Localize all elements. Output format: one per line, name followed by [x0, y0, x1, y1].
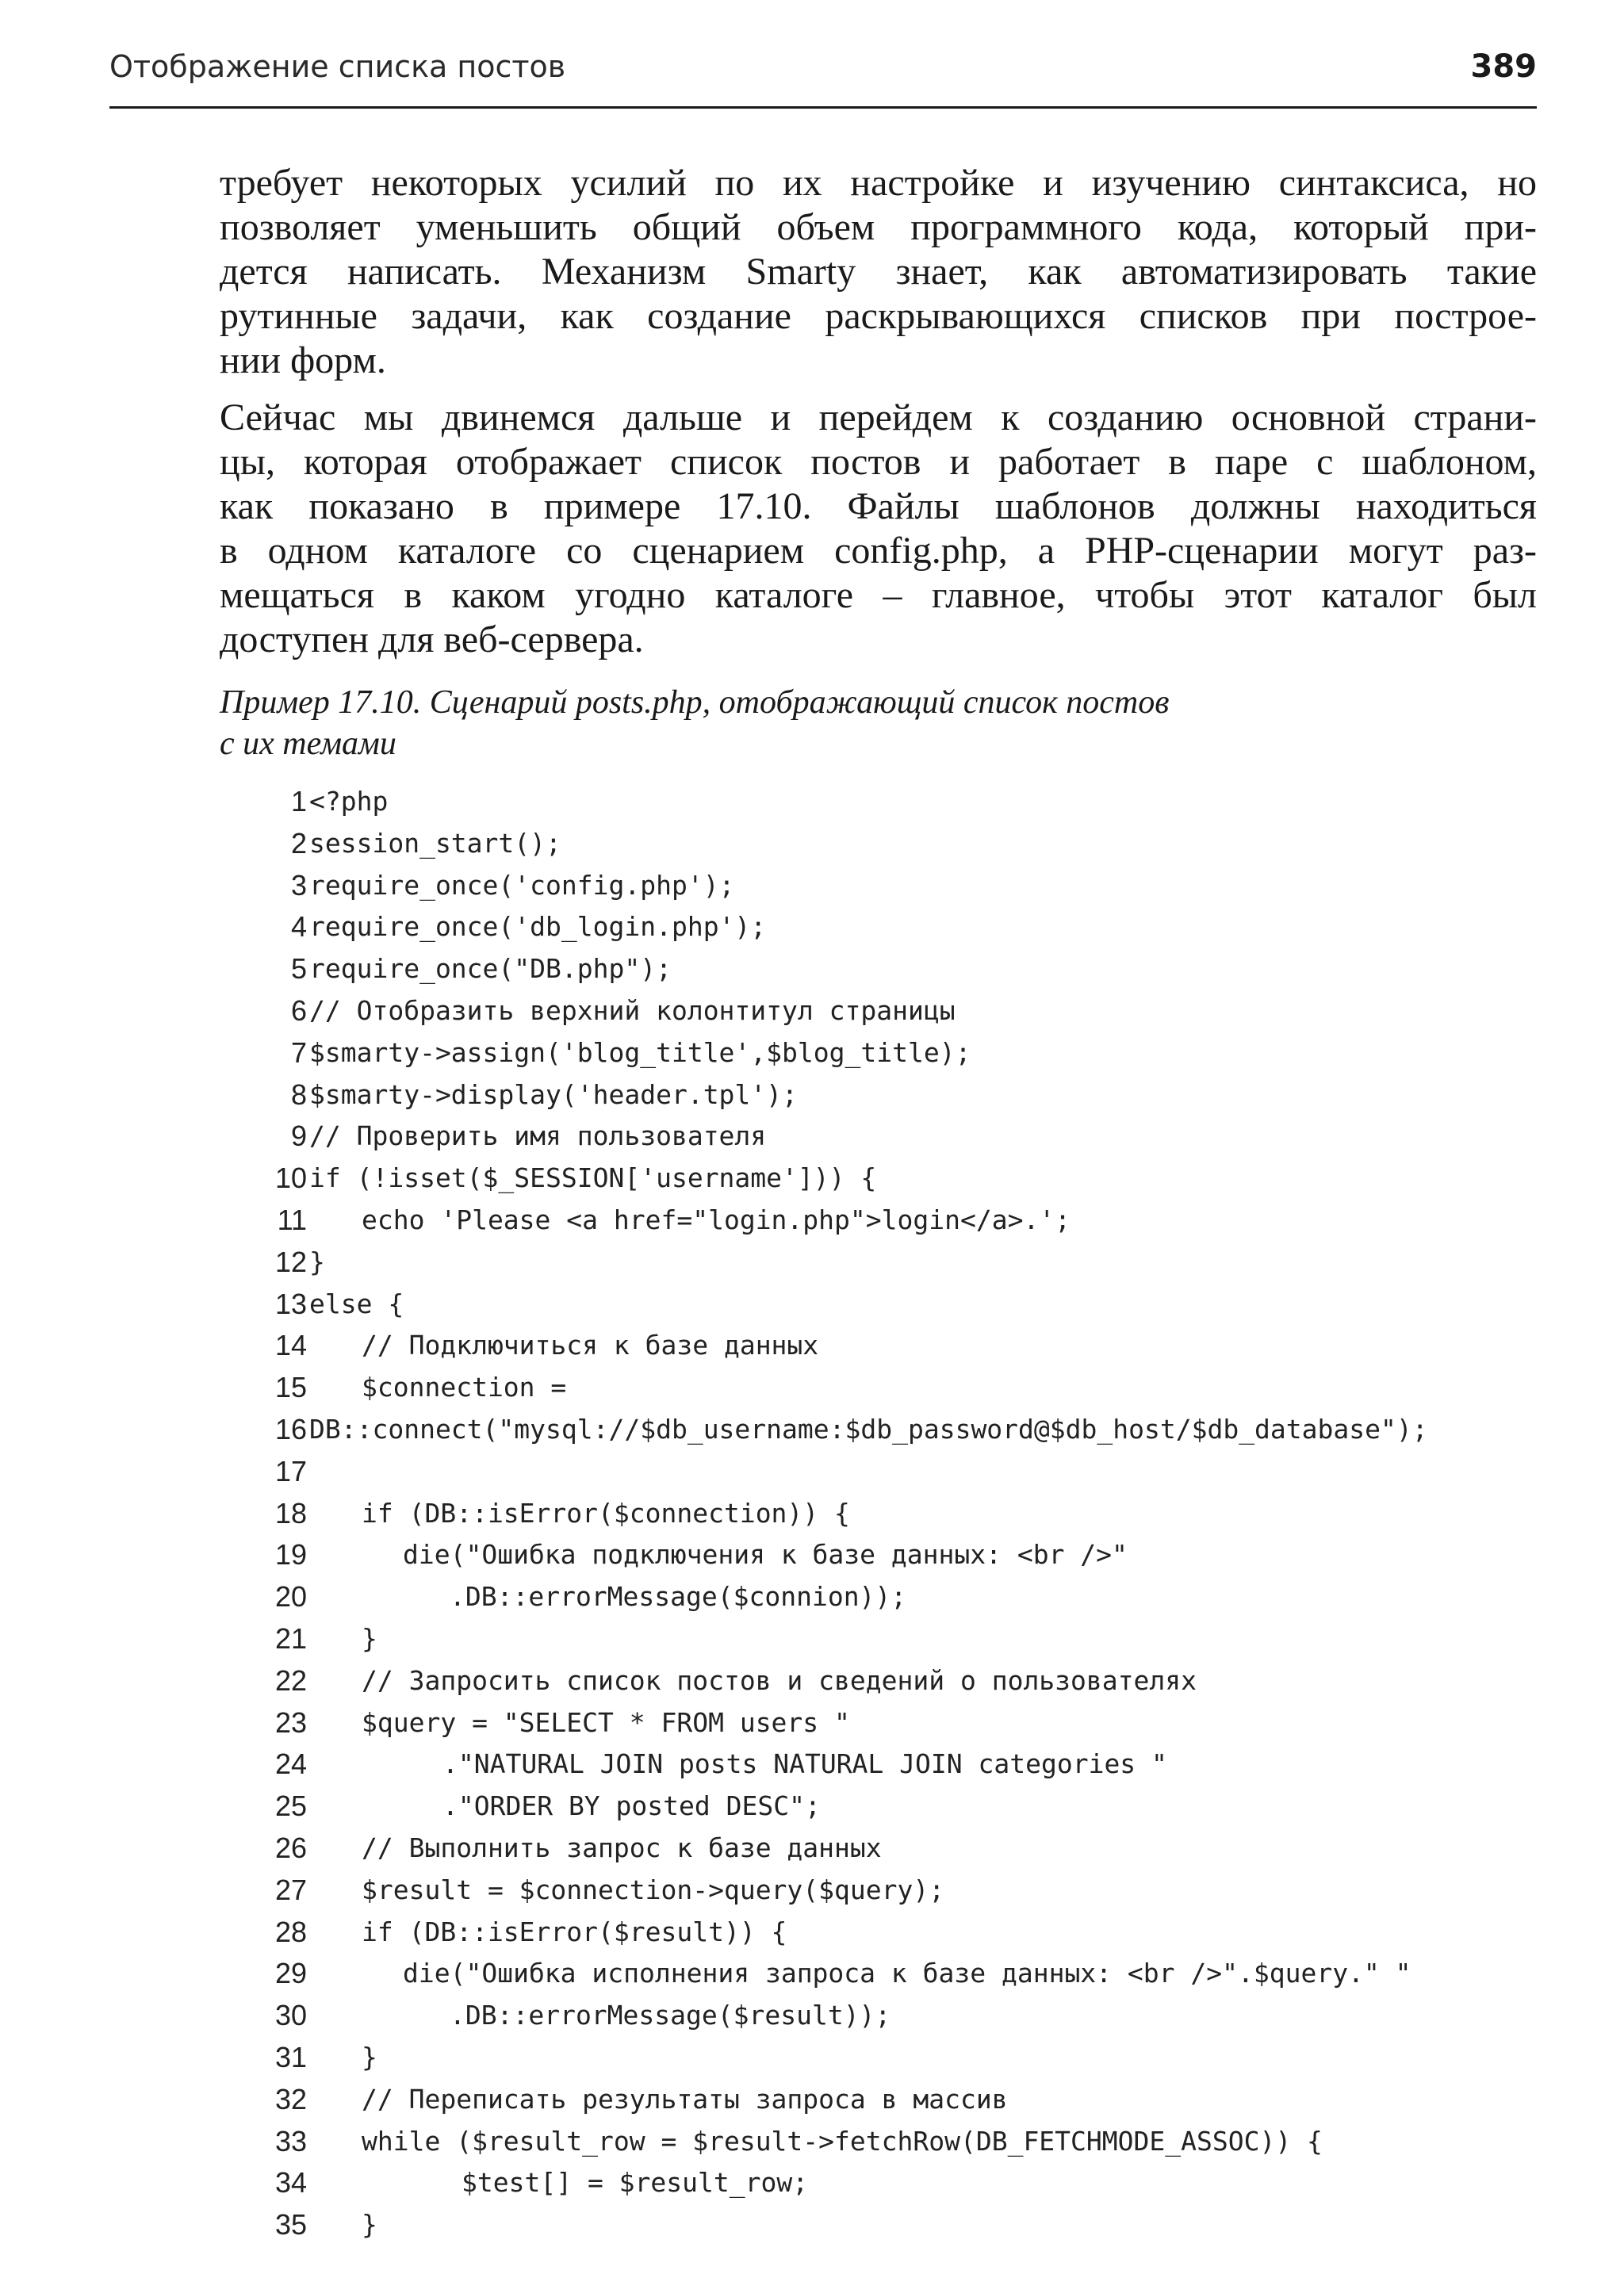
text-line: нии форм. — [220, 339, 386, 381]
code-line-text: .DB::errorMessage($result)); — [450, 2000, 891, 2031]
code-line — [270, 1534, 1538, 1576]
code-line-number: 12 — [274, 1245, 307, 1278]
code-line-number: 19 — [274, 1538, 307, 1572]
text-line: мещаться в каком угодно каталоге – главное, чтобы этот каталог был — [220, 574, 1537, 616]
code-line — [270, 948, 1538, 990]
text-line: дется написать. Механизм Smarty знает, как автоматизировать такие — [220, 251, 1537, 293]
code-line-number: 31 — [274, 2040, 307, 2073]
code-line — [270, 1786, 1538, 1828]
code-line-number: 5 — [290, 952, 307, 986]
text-line: Сейчас мы двинемся дальше и перейдем к созданию основной страни- — [220, 396, 1537, 438]
code-line — [270, 1912, 1538, 1954]
caption-line: с их темами — [220, 725, 396, 762]
code-line — [270, 1618, 1538, 1660]
code-line — [270, 1200, 1538, 1242]
code-line — [270, 823, 1538, 865]
code-line — [270, 2162, 1538, 2204]
code-line-text: require_once('config.php'); — [309, 869, 735, 901]
code-line-number: 17 — [274, 1454, 307, 1487]
code-line — [270, 1744, 1538, 1786]
code-line — [270, 1116, 1538, 1158]
code-line — [270, 1284, 1538, 1326]
code-line — [270, 1158, 1538, 1200]
code-line — [270, 1325, 1538, 1367]
code-line — [270, 2204, 1538, 2246]
code-line-text: // Выполнить запрос к базе данных — [362, 1832, 882, 1863]
text-line: требует некоторых усилий по их настройке и изучению синтаксиса, но — [220, 162, 1537, 204]
code-line-number: 2 — [290, 826, 307, 859]
code-line — [270, 1074, 1538, 1116]
text-line: позволяет уменьшить общий объем программного кода, который при- — [220, 206, 1537, 248]
code-line-text: // Отобразить верхний колонтитул страницы — [309, 994, 956, 1026]
body-text — [220, 161, 1537, 675]
code-line-text: ."ORDER BY posted DESC"; — [442, 1790, 821, 1822]
code-line — [270, 1660, 1538, 1702]
code-line-text: echo 'Please <a href="login.php">login</a>.'; — [362, 1204, 1071, 1235]
code-line-number: 28 — [274, 1915, 307, 1948]
code-line-text: $connection = — [362, 1372, 567, 1403]
example-caption — [220, 682, 1488, 764]
code-line-number: 18 — [274, 1496, 307, 1529]
code-line-number: 25 — [274, 1790, 307, 1823]
code-line — [270, 1367, 1538, 1409]
code-line-number: 15 — [274, 1371, 307, 1404]
code-line-number: 24 — [274, 1748, 307, 1781]
code-line-text: die("Ошибка исполнения запроса к базе данных: <br />".$query." " — [403, 1958, 1411, 1989]
code-line — [270, 1493, 1538, 1535]
code-line-number: 8 — [290, 1078, 307, 1111]
code-line-number: 4 — [290, 910, 307, 944]
running-header — [109, 46, 1537, 87]
code-line-number: 21 — [274, 1621, 307, 1655]
code-line-text: die("Ошибка подключения к базе данных: <br />" — [403, 1539, 1128, 1571]
code-line-number: 11 — [277, 1203, 307, 1236]
code-line-number: 34 — [274, 2166, 307, 2199]
code-line — [270, 1828, 1538, 1870]
code-line-text: session_start(); — [309, 827, 561, 859]
code-line-number: 22 — [274, 1663, 307, 1697]
page-number: 389 — [1470, 48, 1537, 85]
caption-line: Пример 17.10. Сценарий posts.php, отображающий список постов — [220, 684, 1170, 721]
code-line-text: } — [309, 1246, 325, 1277]
code-line-number: 3 — [290, 868, 307, 902]
text-line: доступен для веб-сервера. — [220, 618, 644, 660]
code-line-number: 35 — [274, 2208, 307, 2241]
code-line-number: 10 — [274, 1162, 307, 1195]
code-line-number: 29 — [274, 1957, 307, 1990]
code-line-text: $smarty->assign('blog_title',$blog_title); — [309, 1036, 971, 1068]
text-line: в одном каталоге со сценарием config.php, а PHP-сценарии могут раз- — [220, 530, 1537, 572]
code-line-text: while ($result_row = $result->fetchRow(DB_FETCHMODE_ASSOC)) { — [362, 2125, 1323, 2157]
code-line — [270, 1576, 1538, 1618]
code-line-text: } — [362, 2041, 377, 2073]
code-line-text: DB::connect("mysql://$db_username:$db_password@$db_host/$db_database"); — [309, 1413, 1428, 1445]
code-line — [270, 1702, 1538, 1744]
code-line-number: 23 — [274, 1706, 307, 1739]
code-line — [270, 1451, 1538, 1493]
code-line — [270, 1953, 1538, 1995]
code-line-number: 7 — [290, 1036, 307, 1069]
code-line-number: 33 — [274, 2124, 307, 2157]
code-line-number: 16 — [274, 1412, 307, 1445]
code-line-number: 27 — [274, 1873, 307, 1906]
code-line-number: 1 — [290, 785, 307, 817]
code-line — [270, 1870, 1538, 1912]
code-line-text: if (DB::isError($connection)) { — [362, 1497, 850, 1529]
code-line-number: 6 — [290, 993, 307, 1027]
code-line-text: ."NATURAL JOIN posts NATURAL JOIN categories " — [442, 1748, 1167, 1780]
paragraph — [220, 396, 1537, 662]
code-line — [270, 1995, 1538, 2037]
code-listing — [270, 781, 1538, 2246]
code-line-number: 13 — [274, 1287, 307, 1320]
code-line-text: // Подключиться к базе данных — [362, 1330, 819, 1361]
code-line-text: $test[] = $result_row; — [462, 2167, 809, 2199]
code-line-text: // Переписать результаты запроса в массив — [362, 2083, 1008, 2115]
code-line-text: // Проверить имя пользователя — [309, 1120, 767, 1152]
code-line — [270, 1032, 1538, 1074]
code-line — [270, 1409, 1538, 1451]
code-line-text: else { — [309, 1288, 404, 1319]
code-line — [270, 2079, 1538, 2121]
code-line-number: 26 — [274, 1831, 307, 1864]
code-line-number: 30 — [274, 1999, 307, 2032]
code-line — [270, 2037, 1538, 2079]
code-line-text: .DB::errorMessage($connion)); — [450, 1581, 907, 1613]
code-line-text: } — [362, 2209, 377, 2241]
code-line-number: 20 — [274, 1580, 307, 1614]
code-line — [270, 2121, 1538, 2163]
text-line: цы, которая отображает список постов и работает в паре с шаблоном, — [220, 441, 1537, 483]
code-line-text: } — [362, 1622, 377, 1654]
code-line — [270, 1242, 1538, 1284]
code-line-text: if (DB::isError($result)) { — [362, 1916, 787, 1947]
header-divider — [109, 106, 1537, 109]
code-line-number: 32 — [274, 2082, 307, 2115]
code-line-text: // Запросить список постов и сведений о пользователях — [362, 1664, 1197, 1696]
code-line-text: $query = "SELECT * FROM users " — [362, 1706, 850, 1738]
code-line-text: <?php — [309, 786, 389, 817]
code-line-text: require_once("DB.php"); — [309, 953, 672, 985]
text-line: как показано в примере 17.10. Файлы шаблонов должны находиться — [220, 485, 1537, 527]
text-line: рутинные задачи, как создание раскрывающихся списков при построе- — [220, 295, 1537, 337]
code-line — [270, 865, 1538, 907]
code-line-number: 14 — [274, 1329, 307, 1362]
paragraph — [220, 161, 1537, 383]
code-line-text: if (!isset($_SESSION['username'])) { — [309, 1162, 877, 1194]
code-line-text: $smarty->display('header.tpl'); — [309, 1078, 798, 1110]
code-line-text: $result = $connection->query($query); — [362, 1874, 945, 1905]
code-line — [270, 781, 1538, 823]
running-title: Отображение списка постов — [109, 49, 566, 84]
code-line — [270, 990, 1538, 1032]
code-line-text: require_once('db_login.php'); — [309, 911, 767, 943]
code-line — [270, 906, 1538, 948]
code-line-number: 9 — [290, 1120, 307, 1153]
